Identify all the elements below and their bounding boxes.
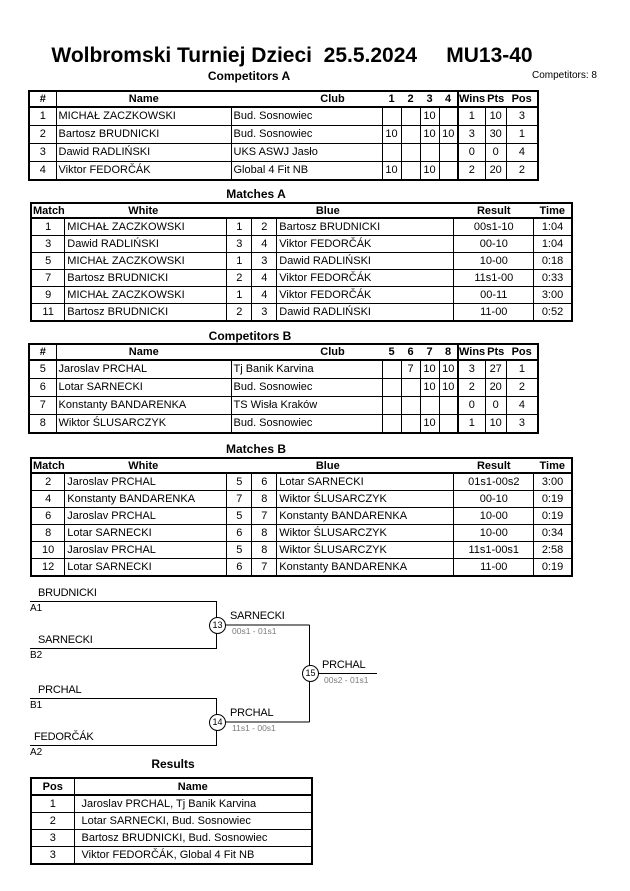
match-row — [31, 559, 572, 577]
competitor-row — [29, 360, 538, 379]
competitor-row — [29, 397, 538, 415]
name-cell: MICHAŁ ZACZKOWSKI — [56, 107, 231, 126]
white-num-cell: 7 — [227, 491, 252, 508]
score-cell — [401, 415, 420, 434]
name-cell: Bartosz BRUDNICKI — [56, 126, 231, 144]
match-no-cell: 3 — [31, 236, 65, 253]
white-num-cell: 6 — [227, 525, 252, 542]
white-name-cell: Lotar SARNECKI — [65, 559, 227, 577]
score-cell: 10 — [439, 126, 458, 144]
pos-cell: 1 — [31, 795, 74, 813]
col-header-score-5: 5 — [382, 344, 401, 360]
bracket-slot-a2-name: FEDORČÁK — [34, 731, 94, 743]
pos-cell: 1 — [506, 126, 538, 144]
result-cell: 11-00 — [454, 304, 534, 322]
blue-num-cell: 7 — [252, 508, 277, 525]
pos-cell: 2 — [31, 813, 74, 830]
blue-num-cell: 4 — [252, 236, 277, 253]
col-header-score-8: 8 — [439, 344, 458, 360]
name-cell: Viktor FEDORČÁK — [56, 162, 231, 181]
blue-name-cell: Viktor FEDORČÁK — [277, 236, 454, 253]
pos-cell: 3 — [31, 847, 74, 865]
pos-cell: 2 — [506, 379, 538, 397]
col-header-blue: Blue — [252, 203, 454, 218]
result-name-cell: Jaroslav PRCHAL, Tj Banik Karvina — [74, 795, 312, 813]
match-no-cell: 2 — [31, 473, 65, 491]
white-num-cell: 6 — [227, 559, 252, 577]
time-cell: 1:04 — [534, 218, 572, 236]
col-header-name: Name — [56, 91, 231, 107]
competitor-row — [29, 379, 538, 397]
num-cell: 5 — [29, 360, 56, 379]
col-header-time: Time — [534, 458, 572, 473]
white-name-cell: Lotar SARNECKI — [65, 525, 227, 542]
bracket-final-winner: PRCHAL — [322, 659, 366, 671]
section-heading-competitors-a: Competitors A — [207, 69, 291, 83]
score-cell — [401, 397, 420, 415]
club-cell: Bud. Sosnowiec — [231, 379, 382, 397]
result-cell: 11s1-00s1 — [454, 542, 534, 559]
club-cell: UKS ASWJ Jasło — [231, 144, 382, 162]
white-num-cell: 1 — [227, 253, 252, 270]
blue-name-cell: Dawid RADLIŃSKI — [277, 253, 454, 270]
competitors-a-table — [28, 90, 539, 181]
time-cell: 3:00 — [534, 287, 572, 304]
score-cell: 10 — [439, 360, 458, 379]
bracket-match-13-number: 13 — [209, 617, 226, 634]
blue-name-cell: Viktor FEDORČÁK — [277, 270, 454, 287]
score-cell — [439, 107, 458, 126]
table-header-row — [31, 203, 572, 218]
score-cell — [401, 126, 420, 144]
score-cell — [439, 415, 458, 434]
matches-b-table — [30, 457, 573, 577]
col-header-result: Result — [454, 458, 534, 473]
score-cell — [401, 162, 420, 181]
score-cell — [420, 144, 439, 162]
col-header-pts: Pts — [487, 93, 505, 105]
bracket-slot-a2-seed: A2 — [30, 747, 43, 758]
match-row — [31, 287, 572, 304]
col-header-club: Club — [231, 91, 382, 107]
time-cell: 2:58 — [534, 542, 572, 559]
match-row — [31, 218, 572, 236]
blue-num-cell: 2 — [252, 218, 277, 236]
match-no-cell: 4 — [31, 491, 65, 508]
col-header-name: Name — [74, 778, 312, 795]
col-header-score-3: 3 — [420, 91, 439, 107]
blue-num-cell: 7 — [252, 559, 277, 577]
score-cell: 10 — [382, 162, 401, 181]
blue-num-cell: 4 — [252, 270, 277, 287]
score-cell: 10 — [439, 379, 458, 397]
score-cell — [382, 144, 401, 162]
score-cell — [382, 360, 401, 379]
bracket-slot-b1-seed: B1 — [30, 700, 43, 711]
blue-num-cell: 3 — [252, 253, 277, 270]
table-header-row — [29, 91, 538, 107]
match-row — [31, 542, 572, 559]
blue-name-cell: Bartosz BRUDNICKI — [277, 218, 454, 236]
white-name-cell: MICHAŁ ZACZKOWSKI — [65, 287, 227, 304]
score-cell — [382, 415, 401, 434]
num-cell: 8 — [29, 415, 56, 434]
match-no-cell: 9 — [31, 287, 65, 304]
table-header-row — [29, 344, 538, 360]
white-num-cell: 5 — [227, 473, 252, 491]
name-cell: Konstanty BANDARENKA — [56, 397, 231, 415]
blue-name-cell: Wiktor ŚLUSARCZYK — [277, 542, 454, 559]
blue-num-cell: 6 — [252, 473, 277, 491]
score-cell — [401, 144, 420, 162]
white-name-cell: Jaroslav PRCHAL — [65, 473, 227, 491]
pos-cell: 2 — [506, 162, 538, 181]
competitors-count: Competitors: 8 — [531, 70, 597, 81]
score-cell: 10 — [420, 415, 439, 434]
wins-cell: 3 — [458, 360, 485, 379]
bracket-semi2-score: 11s1 - 00s1 — [232, 723, 276, 733]
col-header-result: Result — [454, 203, 534, 218]
result-cell: 00-11 — [454, 287, 534, 304]
score-cell: 10 — [420, 107, 439, 126]
match-row — [31, 270, 572, 287]
col-header-club: Club — [231, 344, 382, 360]
wins-cell: 2 — [458, 379, 485, 397]
col-header-score-4: 4 — [439, 91, 458, 107]
pts-cell: 27 — [485, 360, 506, 379]
score-cell — [439, 144, 458, 162]
competitor-row — [29, 126, 538, 144]
col-header-num: # — [29, 91, 56, 107]
bracket-semi2-winner: PRCHAL — [230, 707, 274, 719]
white-num-cell: 3 — [227, 236, 252, 253]
bracket-lines — [30, 602, 377, 746]
result-name-cell: Lotar SARNECKI, Bud. Sosnowiec — [74, 813, 312, 830]
name-cell: Dawid RADLIŃSKI — [56, 144, 231, 162]
match-row — [31, 491, 572, 508]
time-cell: 0:19 — [534, 491, 572, 508]
white-name-cell: Bartosz BRUDNICKI — [65, 304, 227, 322]
pts-cell: 0 — [485, 397, 506, 415]
match-no-cell: 8 — [31, 525, 65, 542]
bracket-final-score: 00s2 - 01s1 — [324, 675, 369, 685]
white-num-cell: 1 — [227, 287, 252, 304]
col-header-white: White — [65, 458, 252, 473]
white-num-cell: 2 — [227, 304, 252, 322]
blue-num-cell: 4 — [252, 287, 277, 304]
col-header-wins: Wins — [459, 346, 486, 358]
table-header-row — [31, 458, 572, 473]
bracket-slot-b2-name: SARNECKI — [38, 634, 93, 646]
col-header-num: # — [29, 344, 56, 360]
club-cell: Bud. Sosnowiec — [231, 107, 382, 126]
col-header-match: Match — [33, 459, 65, 472]
competitor-row — [29, 162, 538, 181]
result-name-cell: Viktor FEDORČÁK, Global 4 Fit NB — [74, 847, 312, 865]
bracket-slot-a1-seed: A1 — [30, 603, 43, 614]
score-cell: 10 — [420, 379, 439, 397]
time-cell: 0:34 — [534, 525, 572, 542]
bracket-slot-b1-name: PRCHAL — [38, 684, 82, 696]
result-row — [31, 847, 312, 865]
white-num-cell: 5 — [227, 542, 252, 559]
page-title: Wolbromski Turniej Dzieci 25.5.2024 MU13-40 — [51, 44, 533, 67]
score-cell — [401, 379, 420, 397]
num-cell: 7 — [29, 397, 56, 415]
score-cell — [420, 397, 439, 415]
col-header-score-7: 7 — [420, 344, 439, 360]
competitor-row — [29, 415, 538, 434]
pts-cell: 20 — [485, 379, 506, 397]
match-row — [31, 236, 572, 253]
col-header-wins: Wins — [459, 93, 486, 105]
bracket-match-14-number: 14 — [209, 714, 226, 731]
wins-cell: 1 — [458, 107, 485, 126]
bracket-semi1-score: 00s1 - 01s1 — [232, 626, 277, 636]
white-name-cell: MICHAŁ ZACZKOWSKI — [65, 218, 227, 236]
match-no-cell: 12 — [31, 559, 65, 577]
score-cell: 10 — [420, 162, 439, 181]
wins-cell: 1 — [458, 415, 485, 434]
result-cell: 00-10 — [454, 491, 534, 508]
col-header-pts: Pts — [487, 346, 505, 358]
name-cell: Jaroslav PRCHAL — [56, 360, 231, 379]
club-cell: Bud. Sosnowiec — [231, 126, 382, 144]
result-cell: 10-00 — [454, 508, 534, 525]
club-cell: Tj Banik Karvina — [231, 360, 382, 379]
name-cell: Lotar SARNECKI — [56, 379, 231, 397]
col-header-match: Match — [33, 204, 65, 217]
blue-num-cell: 8 — [252, 542, 277, 559]
score-cell: 10 — [420, 360, 439, 379]
bracket-slot-a1-name: BRUDNICKI — [38, 587, 97, 599]
time-cell: 0:52 — [534, 304, 572, 322]
match-row — [31, 525, 572, 542]
blue-name-cell: Wiktor ŚLUSARCZYK — [277, 525, 454, 542]
wins-cell: 0 — [458, 397, 485, 415]
col-header-pos: Pos — [506, 344, 538, 360]
col-header-white: White — [65, 203, 252, 218]
time-cell: 0:18 — [534, 253, 572, 270]
result-cell: 01s1-00s2 — [454, 473, 534, 491]
white-name-cell: Bartosz BRUDNICKI — [65, 270, 227, 287]
result-row — [31, 830, 312, 847]
match-no-cell: 6 — [31, 508, 65, 525]
white-name-cell: MICHAŁ ZACZKOWSKI — [65, 253, 227, 270]
club-cell: TS Wisła Kraków — [231, 397, 382, 415]
result-cell: 00-10 — [454, 236, 534, 253]
white-num-cell: 2 — [227, 270, 252, 287]
section-heading-competitors-b: Competitors B — [208, 329, 292, 343]
col-header-score-2: 2 — [401, 91, 420, 107]
club-cell: Bud. Sosnowiec — [231, 415, 382, 434]
result-row — [31, 813, 312, 830]
match-row — [31, 253, 572, 270]
white-num-cell: 5 — [227, 508, 252, 525]
col-header-time: Time — [534, 203, 572, 218]
white-name-cell: Jaroslav PRCHAL — [65, 542, 227, 559]
pos-cell: 4 — [506, 144, 538, 162]
match-row — [31, 473, 572, 491]
bracket-semi1-winner: SARNECKI — [230, 610, 285, 622]
wins-cell: 0 — [458, 144, 485, 162]
results-table — [30, 777, 313, 865]
result-row — [31, 795, 312, 813]
section-heading-matches-a: Matches A — [226, 187, 286, 201]
num-cell: 6 — [29, 379, 56, 397]
section-heading-matches-b: Matches B — [225, 442, 287, 456]
match-no-cell: 7 — [31, 270, 65, 287]
pos-cell: 3 — [506, 415, 538, 434]
time-cell: 0:33 — [534, 270, 572, 287]
result-name-cell: Bartosz BRUDNICKI, Bud. Sosnowiec — [74, 830, 312, 847]
blue-num-cell: 3 — [252, 304, 277, 322]
competitor-row — [29, 107, 538, 126]
club-cell: Global 4 Fit NB — [231, 162, 382, 181]
num-cell: 4 — [29, 162, 56, 181]
col-header-score-1: 1 — [382, 91, 401, 107]
pos-cell: 1 — [506, 360, 538, 379]
result-cell: 10-00 — [454, 525, 534, 542]
score-cell — [382, 379, 401, 397]
pts-cell: 10 — [485, 415, 506, 434]
blue-name-cell: Konstanty BANDARENKA — [277, 508, 454, 525]
score-cell — [382, 107, 401, 126]
result-cell: 11-00 — [454, 559, 534, 577]
time-cell: 1:04 — [534, 236, 572, 253]
table-header-row — [31, 778, 312, 795]
match-row — [31, 508, 572, 525]
pos-cell: 3 — [506, 107, 538, 126]
score-cell: 7 — [401, 360, 420, 379]
matches-a-table — [30, 202, 573, 322]
pos-cell: 4 — [506, 397, 538, 415]
num-cell: 2 — [29, 126, 56, 144]
white-name-cell: Jaroslav PRCHAL — [65, 508, 227, 525]
blue-name-cell: Lotar SARNECKI — [277, 473, 454, 491]
score-cell — [401, 107, 420, 126]
pts-cell: 20 — [485, 162, 506, 181]
match-row — [31, 304, 572, 322]
bracket-match-15-number: 15 — [302, 665, 319, 682]
result-cell: 00s1-10 — [454, 218, 534, 236]
col-header-score-6: 6 — [401, 344, 420, 360]
white-name-cell: Konstanty BANDARENKA — [65, 491, 227, 508]
white-num-cell: 1 — [227, 218, 252, 236]
bracket-slot-b2-seed: B2 — [30, 650, 43, 661]
name-cell: Wiktor ŚLUSARCZYK — [56, 415, 231, 434]
pts-cell: 10 — [485, 107, 506, 126]
wins-cell: 2 — [458, 162, 485, 181]
col-header-blue: Blue — [252, 458, 454, 473]
blue-name-cell: Dawid RADLIŃSKI — [277, 304, 454, 322]
blue-name-cell: Wiktor ŚLUSARCZYK — [277, 491, 454, 508]
pos-cell: 3 — [31, 830, 74, 847]
section-heading-results: Results — [151, 757, 195, 771]
num-cell: 3 — [29, 144, 56, 162]
blue-name-cell: Viktor FEDORČÁK — [277, 287, 454, 304]
result-cell: 10-00 — [454, 253, 534, 270]
score-cell: 10 — [382, 126, 401, 144]
pts-cell: 0 — [485, 144, 506, 162]
col-header-name: Name — [56, 344, 231, 360]
col-header-pos: Pos — [31, 778, 74, 795]
score-cell — [382, 397, 401, 415]
competitors-b-table — [28, 343, 539, 434]
match-no-cell: 1 — [31, 218, 65, 236]
blue-num-cell: 8 — [252, 525, 277, 542]
num-cell: 1 — [29, 107, 56, 126]
time-cell: 0:19 — [534, 508, 572, 525]
result-cell: 11s1-00 — [454, 270, 534, 287]
competitor-row — [29, 144, 538, 162]
score-cell: 10 — [420, 126, 439, 144]
pts-cell: 30 — [485, 126, 506, 144]
time-cell: 0:19 — [534, 559, 572, 577]
match-no-cell: 11 — [31, 304, 65, 322]
score-cell — [439, 397, 458, 415]
score-cell — [439, 162, 458, 181]
white-name-cell: Dawid RADLIŃSKI — [65, 236, 227, 253]
time-cell: 3:00 — [534, 473, 572, 491]
blue-name-cell: Konstanty BANDARENKA — [277, 559, 454, 577]
blue-num-cell: 8 — [252, 491, 277, 508]
col-header-pos: Pos — [506, 91, 538, 107]
match-no-cell: 5 — [31, 253, 65, 270]
match-no-cell: 10 — [31, 542, 65, 559]
wins-cell: 3 — [458, 126, 485, 144]
